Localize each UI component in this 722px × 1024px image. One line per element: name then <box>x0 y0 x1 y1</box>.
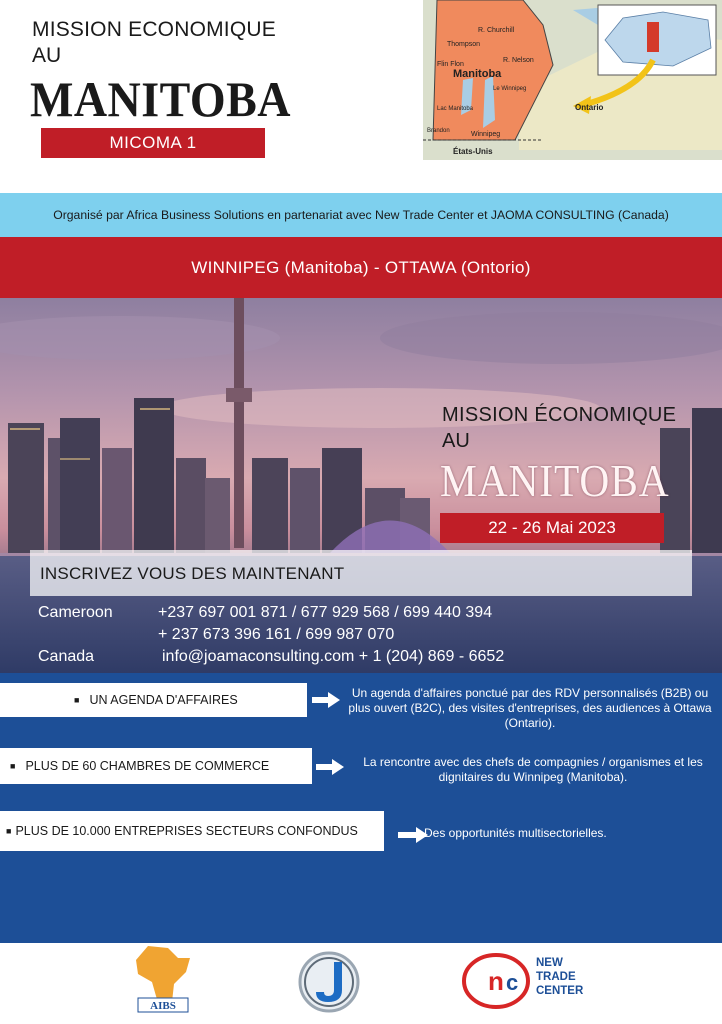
arrow-right-icon <box>316 757 344 777</box>
skyline-photo <box>0 298 722 673</box>
map-label-ontario: Ontario <box>575 103 604 112</box>
photo-au-line: AU <box>442 430 470 452</box>
feature-label-text: PLUS DE 10.000 ENTREPRISES SECTEURS CONFONDUS <box>15 824 358 838</box>
manitoba-map <box>423 0 722 160</box>
arrow-right-icon <box>312 690 340 710</box>
map-label-thompson: Thompson <box>447 41 481 48</box>
contact-canada-info: info@joamaconsulting.com + 1 (204) 869 - 6652 <box>162 648 505 665</box>
header-title: MANITOBA <box>30 71 291 127</box>
feature-desc-agenda: Un agenda d'affaires ponctué par des RDV personnalisés (B2B) ou plus ouvert (B2C), des visites d'entreprises, des audiences à Ottawa (Ontario). <box>348 686 712 730</box>
header-au-line: AU <box>32 44 62 67</box>
map-label-churchill: R. Churchill <box>478 27 515 34</box>
city-text: WINNIPEG (Manitoba) - OTTAWA (Ontorio) <box>191 257 531 277</box>
event-dates: 22 - 26 Mai 2023 <box>440 513 664 543</box>
ntc-logo-text <box>536 956 583 998</box>
bullet-icon: ■ <box>10 761 16 771</box>
contact-cameroon-phones-1: +237 697 001 871 / 677 929 568 / 699 440 394 <box>158 604 493 621</box>
map-label-us: États-Unis <box>453 147 493 156</box>
map-label-brandon: Brandon <box>427 128 450 134</box>
header-mission-line: MISSION ECONOMIQUE <box>32 18 276 41</box>
feature-label-agenda <box>0 683 307 717</box>
features-section <box>0 673 722 943</box>
ntc-logo-line-1: NEW <box>536 957 563 969</box>
organizer-text: Organisé par Africa Business Solutions en partenariat avec New Trade Center et JAOMA CONSULTING (Canada) <box>53 208 669 222</box>
feature-label-companies <box>0 811 384 851</box>
map-label-lake-winnipeg: Le Winnipeg <box>493 86 527 92</box>
aibs-logo-text: AIBS <box>150 1000 176 1012</box>
header-badge: MICOMA 1 <box>41 128 265 158</box>
map-label-lac-manitoba: Lac Manitoba <box>437 106 474 112</box>
ntc-logo-line-2: TRADE <box>536 971 576 983</box>
aibs-logo <box>134 944 192 1014</box>
feature-label-chambers <box>0 748 312 784</box>
map-label-nelson: R. Nelson <box>503 57 534 64</box>
bullet-icon: ■ <box>6 826 12 836</box>
feature-label-text: UN AGENDA D'AFFAIRES <box>89 693 238 707</box>
city-band <box>0 237 722 298</box>
feature-desc-chambers: La rencontre avec des chefs de compagnies / organismes et les dignitaires du Winnipeg (Manitoba). <box>363 755 703 784</box>
contact-canada-label: Canada <box>38 648 95 665</box>
map-label-winnipeg: Winnipeg <box>471 131 501 138</box>
register-text: INSCRIVEZ VOUS DES MAINTENANT <box>40 564 345 583</box>
contact-cameroon-phones-2: + 237 673 396 161 / 699 987 070 <box>158 626 395 643</box>
organizer-band <box>0 193 722 237</box>
svg-text:n: n <box>488 966 504 996</box>
ntc-logo-line-3: CENTER <box>536 985 584 997</box>
map-label-flinflon: Flin Flon <box>437 61 464 68</box>
joama-logo <box>296 950 362 1014</box>
feature-label-text: PLUS DE 60 CHAMBRES DE COMMERCE <box>25 759 270 773</box>
svg-text:c: c <box>506 970 519 995</box>
map-label-province: Manitoba <box>453 68 502 80</box>
photo-title: MANITOBA <box>440 455 670 506</box>
feature-desc-companies: Des opportunités multisectorielles. <box>424 826 607 840</box>
photo-mission-line: MISSION ÉCONOMIQUE <box>442 404 677 426</box>
contact-cameroon-label: Cameroon <box>38 604 113 621</box>
bullet-icon: ■ <box>74 695 80 705</box>
